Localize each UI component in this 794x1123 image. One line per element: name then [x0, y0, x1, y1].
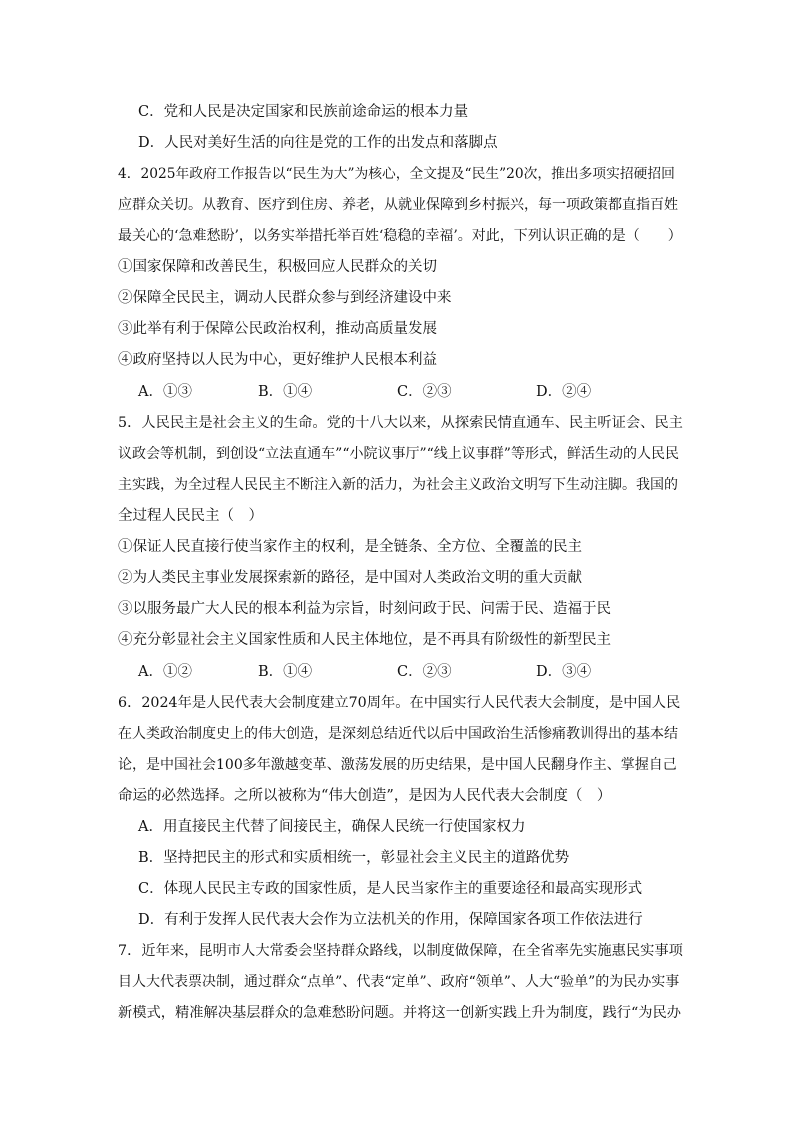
- q4-stem-line: 应群众关切。从教育、医疗到住房、养老，从就业保障到乡村振兴，每一项政策都直指百姓: [118, 197, 678, 213]
- q4-statement-4: ④政府坚持以人民为中心，更好维护人民根本利益: [118, 352, 437, 368]
- q5-stem-line: 主实践，为全过程人民民主不断注入新的活力，为社会主义政治文明写下生动注脚。我国的: [118, 477, 678, 493]
- q4-choice-a[interactable]: A．①③: [138, 384, 192, 400]
- q4-choice-c[interactable]: C．②③: [397, 384, 452, 400]
- q5-statement-3: ③以服务最广大人民的根本利益为宗旨，时刻问政于民、问需于民、造福于民: [118, 601, 611, 617]
- q6-option-c[interactable]: C．体现人民民主专政的国家性质，是人民当家作主的重要途径和最高实现形式: [138, 881, 643, 897]
- q4-choice-d[interactable]: D．②④: [536, 384, 592, 400]
- q7-stem-line: 7．近年来，昆明市人大常委会坚持群众路线，以制度做保障，在全省率先实施惠民实事项: [118, 943, 683, 959]
- q5-statement-2: ②为人类民主事业发展探索新的路径，是中国对人类政治文明的重大贡献: [118, 570, 582, 586]
- q5-choices: [138, 662, 658, 682]
- q6-option-b[interactable]: B．坚持把民主的形式和实质相统一，彰显社会主义民主的道路优势: [138, 850, 570, 866]
- q5-choice-d[interactable]: D．③④: [536, 664, 592, 680]
- q4-statement-1: ①国家保障和改善民生，积极回应人民群众的关切: [118, 259, 437, 275]
- q6-option-d[interactable]: D．有利于发挥人民代表大会作为立法机关的作用，保障国家各项工作依法进行: [138, 912, 643, 928]
- q5-stem-line: 5．人民民主是社会主义的生命。党的十八大以来，从探索民情直通车、民主听证会、民主: [118, 415, 683, 431]
- q4-stem-line: 最关心的‘急难愁盼’，以务实举措托举百姓‘稳稳的幸福’。对此，下列认识正确的是（ ）: [118, 228, 682, 244]
- prev-option-d: D．人民对美好生活的向往是党的工作的出发点和落脚点: [138, 135, 498, 151]
- prev-option-c: C．党和人民是决定国家和民族前途命运的根本力量: [138, 104, 469, 120]
- q7-stem-line: 目人大代表票决制，通过群众“点单”、代表“定单”、政府“领单”、人大“验单”的为民办实事: [118, 974, 680, 990]
- q5-stem-line: 全过程人民民主（ ）: [118, 508, 263, 524]
- q5-statement-4: ④充分彰显社会主义国家性质和人民主体地位，是不再具有阶级性的新型民主: [118, 632, 611, 648]
- q7-stem-line: 新模式，精准解决基层群众的急难愁盼问题。并将这一创新实践上升为制度，践行“为民办: [118, 1005, 682, 1021]
- q6-option-a[interactable]: A．用直接民主代替了间接民主，确保人民统一行使国家权力: [138, 819, 526, 835]
- q5-choice-c[interactable]: C．②③: [397, 664, 452, 680]
- q5-statement-1: ①保证人民直接行使当家作主的权利，是全链条、全方位、全覆盖的民主: [118, 539, 582, 555]
- q4-statement-2: ②保障全民民主，调动人民群众参与到经济建设中来: [118, 290, 452, 306]
- q6-stem-line: 命运的必然选择。之所以被称为“伟大创造”，是因为人民代表大会制度（ ）: [118, 788, 612, 804]
- q6-stem-line: 论，是中国社会100多年激越变革、激荡发展的历史结果，是中国人民翻身作主、掌握自己: [118, 757, 677, 773]
- q4-choices: [138, 382, 658, 402]
- q4-stem-line: 4．2025年政府工作报告以“民生为大”为核心，全文提及“民生”20次，推出多项实招硬招回: [118, 166, 675, 182]
- q6-stem-line: 6．2024年是人民代表大会制度建立70周年。在中国实行人民代表大会制度，是中国人民: [118, 695, 681, 711]
- q6-stem-line: 在人类政治制度史上的伟大创造，是深刻总结近代以后中国政治生活惨痛教训得出的基本结: [118, 726, 678, 742]
- q4-statement-3: ③此举有利于保障公民政治权利，推动高质量发展: [118, 321, 437, 337]
- q5-choice-a[interactable]: A．①②: [138, 664, 192, 680]
- q4-choice-b[interactable]: B．①④: [258, 384, 313, 400]
- q5-stem-line: 议政会等机制，到创设“立法直通车”“小院议事厅”“线上议事群”等形式，鲜活生动的人民民: [118, 446, 679, 462]
- q5-choice-b[interactable]: B．①④: [258, 664, 313, 680]
